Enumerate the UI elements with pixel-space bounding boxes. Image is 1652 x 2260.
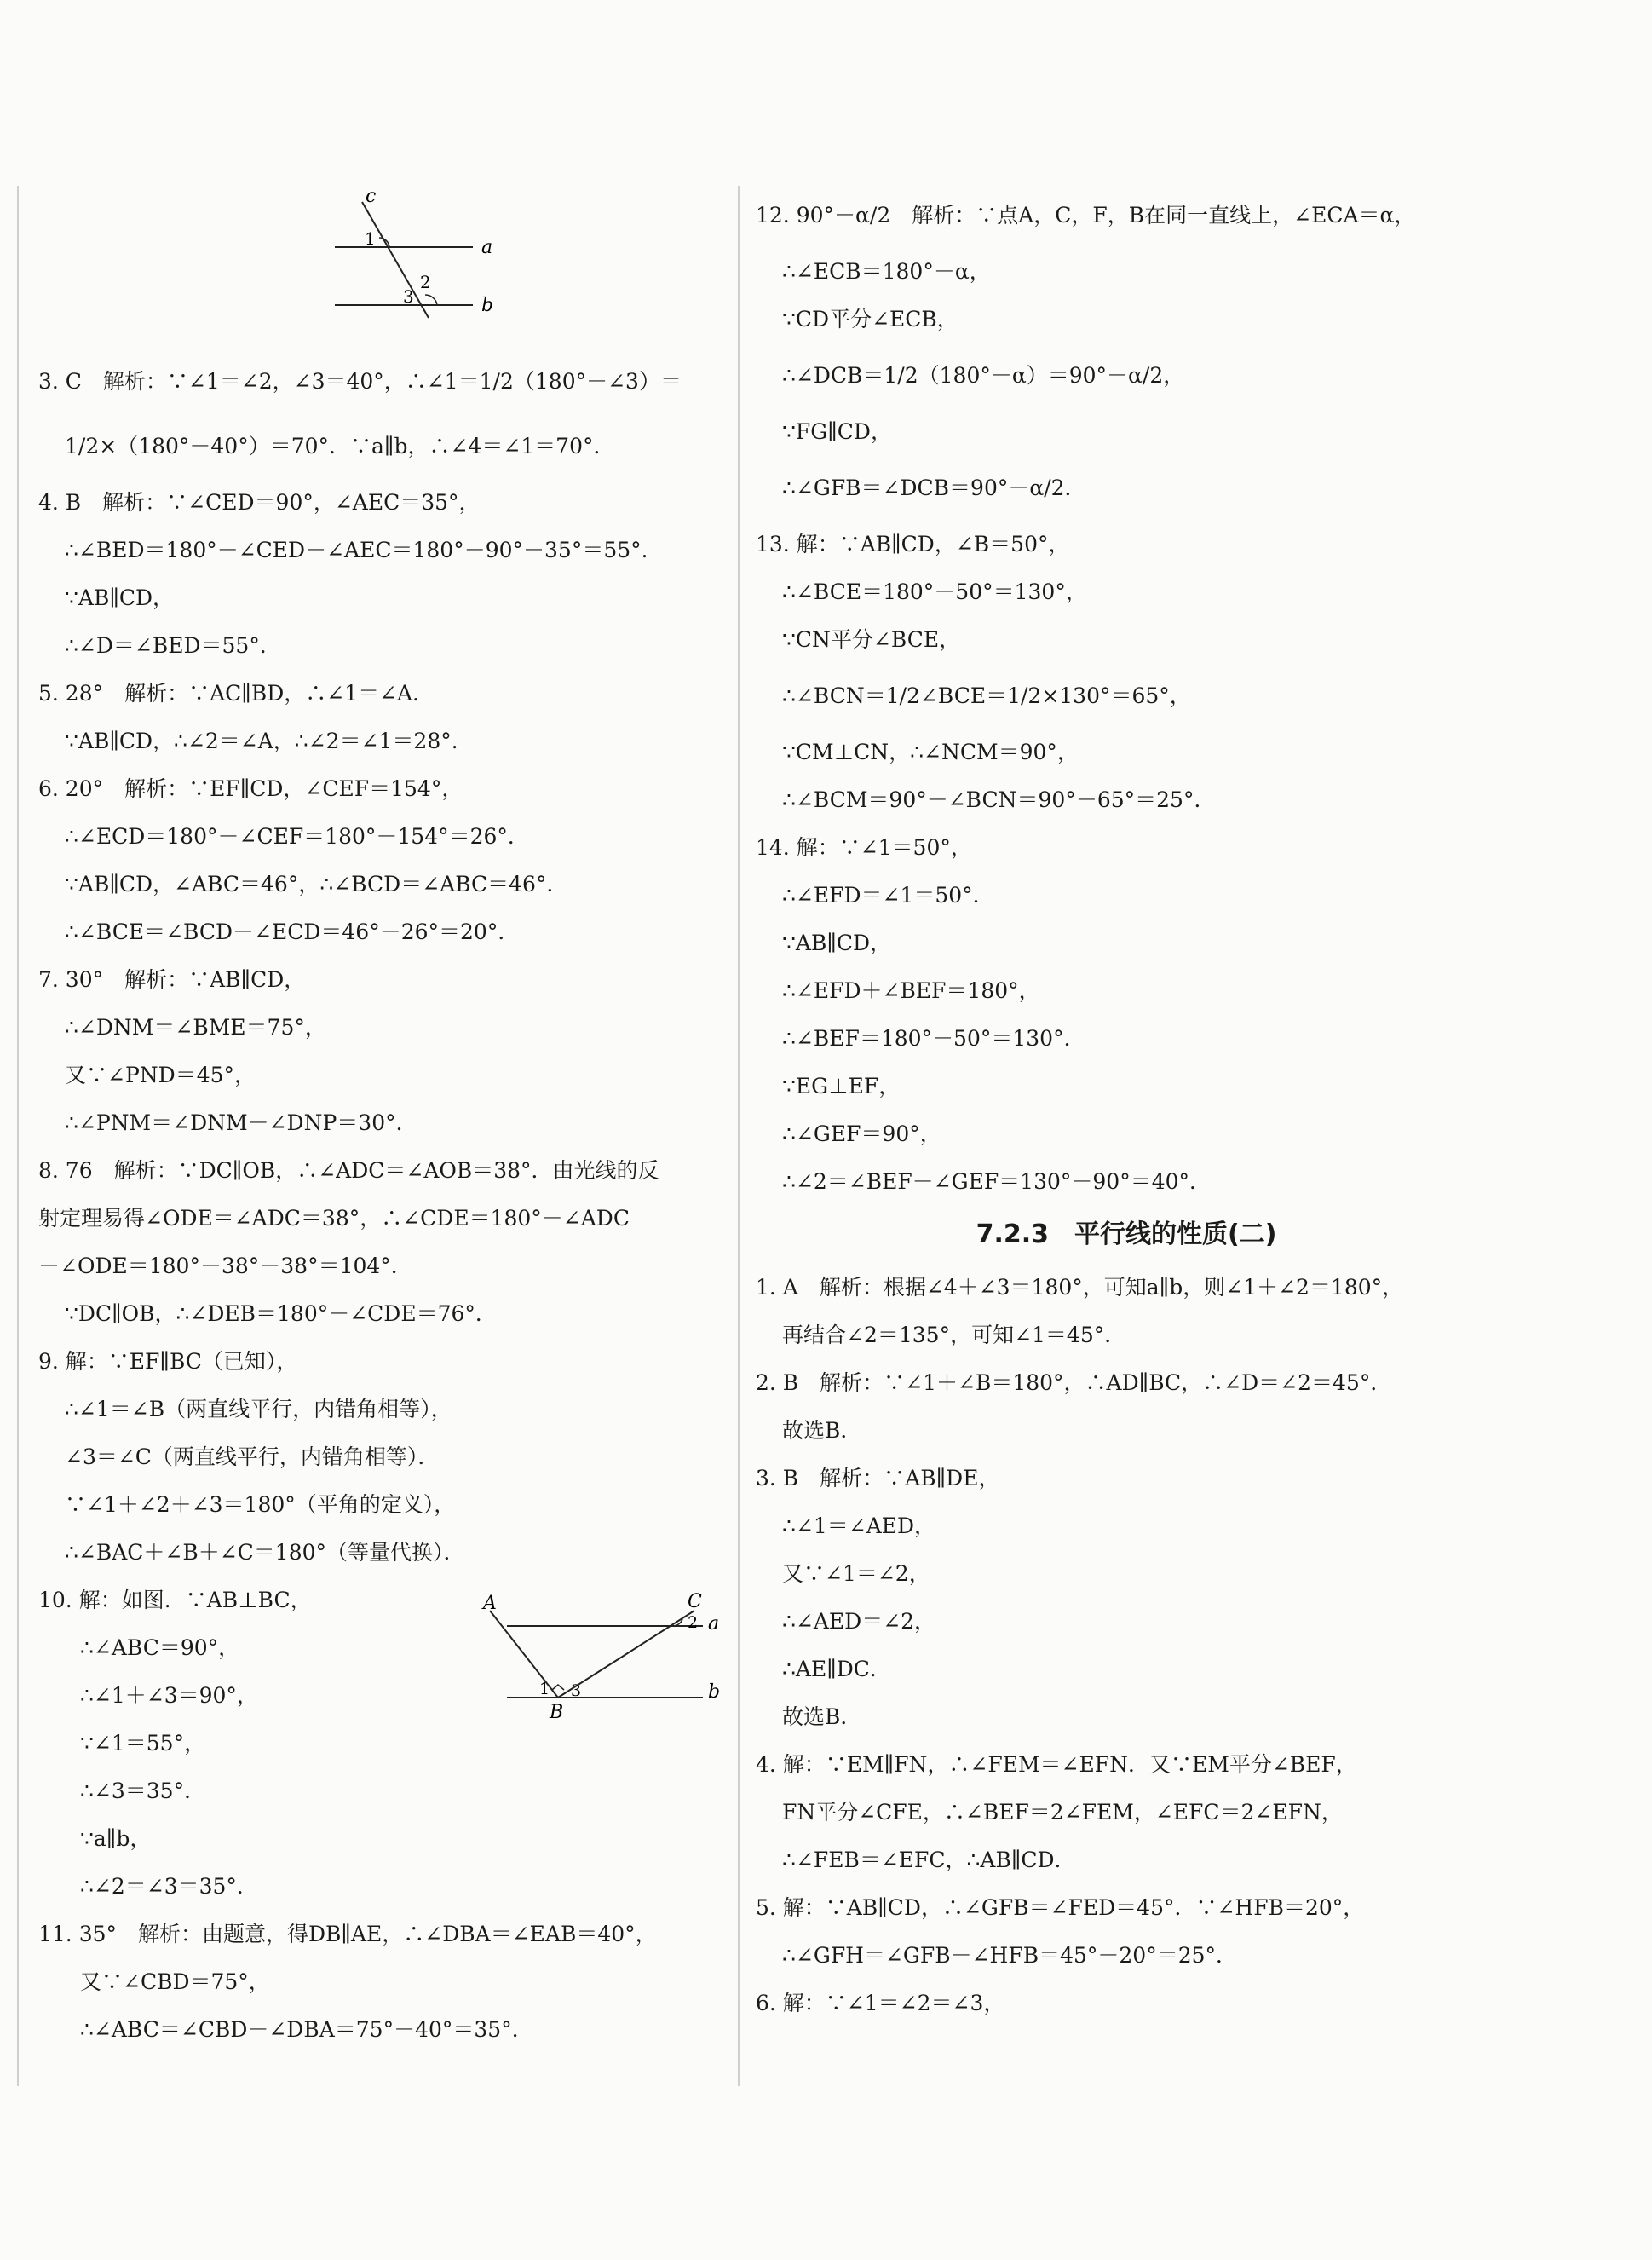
figure-label-B: B [550, 1702, 564, 1721]
answer-line: 故选B． [782, 1418, 862, 1443]
right-column [756, 183, 1463, 2027]
answer-line: ∴∠DCB＝1/2（180°－α）＝90°－α/2， [782, 363, 1185, 388]
answer-line: 13. 解：∵AB∥CD，∠B＝50°， [756, 532, 1070, 556]
figure-label-2b: 2 [688, 1613, 699, 1632]
right-angle-parallel-figure [464, 1585, 728, 1721]
answer-line: ∴∠GFH＝∠GFB－∠HFB＝45°－20°＝25°． [782, 1943, 1238, 1968]
answer-line: 3. C 解析：∵∠1＝∠2，∠3＝40°，∴∠1＝1/2（180°－∠3）＝ [38, 369, 682, 394]
figure-label-3: 3 [403, 286, 414, 307]
answer-line: ∵a∥b， [80, 1826, 152, 1851]
column-rule-left [17, 186, 19, 2086]
answer-line: 又∵∠1＝∠2， [782, 1561, 930, 1586]
answer-line: ∴∠BAC＋∠B＋∠C＝180°（等量代换）． [65, 1540, 465, 1565]
left-column [38, 183, 728, 2054]
answer-line: 3. B 解析：∵AB∥DE， [756, 1466, 1000, 1490]
answer-line: 6. 解：∵∠1＝∠2＝∠3， [756, 1991, 1005, 2015]
answer-line: 射定理易得∠ODE＝∠ADC＝38°，∴∠CDE＝180°－∠ADC [38, 1206, 630, 1231]
answer-line: FN平分∠CFE，∴∠BEF＝2∠FEM，∠EFC＝2∠EFN， [782, 1800, 1343, 1825]
answer-line: ∴∠3＝35°． [80, 1779, 206, 1803]
answer-line: ∠3＝∠C（两直线平行，内错角相等）． [65, 1444, 440, 1469]
answer-line: 6. 20° 解析：∵EF∥CD，∠CEF＝154°， [38, 776, 463, 801]
answer-line: ∴∠BCE＝∠BCD－∠ECD＝46°－26°＝20°． [65, 920, 520, 944]
figure-label-A: A [483, 1593, 497, 1614]
answer-line: ∵EG⊥EF， [782, 1074, 901, 1098]
answer-line: ∵DC∥OB，∴∠DEB＝180°－∠CDE＝76°． [65, 1301, 497, 1326]
answer-line: ∴∠BCE＝180°－50°＝130°， [782, 579, 1087, 604]
answer-line: ∴∠1＝∠AED， [782, 1513, 936, 1538]
answer-line: ∴∠2＝∠3＝35°． [80, 1874, 258, 1899]
answer-line: ∴∠DNM＝∠BME＝75°， [65, 1015, 326, 1040]
answer-line: 4. B 解析：∵∠CED＝90°，∠AEC＝35°， [38, 490, 481, 515]
answer-line: ∴∠ABC＝∠CBD－∠DBA＝75°－40°＝35°． [80, 2017, 533, 2042]
answer-line: 7. 30° 解析：∵AB∥CD， [38, 967, 306, 992]
figure-label-b: b [481, 295, 494, 316]
answer-line: ∴∠BED＝180°－∠CED－∠AEC＝180°－90°－35°＝55°． [65, 538, 663, 562]
answer-line: ∵AB∥CD，∴∠2＝∠A，∴∠2＝∠1＝28°． [65, 729, 473, 753]
figure-label-b-line: b [708, 1681, 721, 1703]
figure-label-1b: 1 [539, 1680, 550, 1698]
answer-line: 12. 90°－α/2 解析：∵点A，C，F，B在同一直线上，∠ECA＝α， [756, 203, 1416, 228]
answer-line: ∴∠ECB＝180°－α， [782, 259, 991, 284]
answer-line: ∴∠1＝∠B（两直线平行，内错角相等）， [65, 1397, 452, 1421]
figure-label-a: a [481, 237, 493, 258]
answer-line: 1. A 解析：根据∠4＋∠3＝180°，可知a∥b，则∠1＋∠2＝180°， [756, 1275, 1404, 1300]
answer-line: ∴∠BEF＝180°－50°＝130°． [782, 1026, 1085, 1051]
answer-line: 11. 35° 解析：由题意，得DB∥AE，∴∠DBA＝∠EAB＝40°， [38, 1922, 657, 1946]
answer-line: ∵AB∥CD， [65, 585, 175, 610]
answer-line: ∵CN平分∠BCE， [782, 627, 961, 652]
answer-line: －∠ODE＝180°－38°－38°＝104°． [38, 1254, 412, 1278]
answer-line: ∴∠FEB＝∠EFC，∴AB∥CD． [782, 1848, 1076, 1872]
parallel-lines-figure-c [294, 183, 515, 320]
answer-line: ∵CD平分∠ECB， [782, 307, 958, 332]
answer-line: ∴∠ABC＝90°， [80, 1635, 240, 1660]
answer-line: ∴∠EFD＋∠BEF＝180°， [782, 978, 1040, 1003]
figure-label-c: c [366, 186, 377, 207]
answer-line: ∴∠GFB＝∠DCB＝90°－α/2． [782, 476, 1086, 500]
answer-line: 14. 解：∵∠1＝50°， [756, 835, 972, 860]
answer-line: ∴∠BCN＝1/2∠BCE＝1/2×130°＝65°， [782, 683, 1191, 708]
answer-line: 1/2×（180°－40°）＝70°．∵a∥b，∴∠4＝∠1＝70°． [65, 434, 615, 458]
answer-line: 5. 解：∵AB∥CD，∴∠GFB＝∠FED＝45°．∵∠HFB＝20°， [756, 1895, 1365, 1920]
answer-line: 5. 28° 解析：∵AC∥BD，∴∠1＝∠A． [38, 681, 435, 706]
answer-line: ∴∠EFD＝∠1＝50°． [782, 883, 994, 908]
answer-line: ∴∠1＋∠3＝90°， [80, 1683, 258, 1708]
figure-label-C: C [688, 1591, 702, 1612]
section-heading: 7.2.3 平行线的性质(二) [976, 1219, 1277, 1249]
answer-line: ∴AE∥DC． [782, 1657, 891, 1681]
figure-label-a-line: a [708, 1613, 720, 1634]
answer-line: 再结合∠2＝135°，可知∠1＝45°． [782, 1323, 1126, 1347]
answer-line: ∵∠1＝55°， [80, 1731, 206, 1756]
answer-line: 2. B 解析：∵∠1＋∠B＝180°，∴AD∥BC，∴∠D＝∠2＝45°． [756, 1370, 1392, 1395]
answer-line: ∴∠2＝∠BEF－∠GEF＝130°－90°＝40°． [782, 1169, 1212, 1194]
answer-line: ∵AB∥CD， [782, 931, 892, 955]
answer-line: ∴∠BCM＝90°－∠BCN＝90°－65°＝25°． [782, 787, 1216, 812]
answer-line: ∵AB∥CD，∠ABC＝46°，∴∠BCD＝∠ABC＝46°． [65, 872, 568, 897]
figure-label-1: 1 [365, 228, 376, 249]
answer-line: 又∵∠CBD＝75°， [80, 1969, 270, 1994]
answer-line: 9. 解：∵EF∥BC（已知）， [38, 1349, 298, 1374]
answer-line: ∴∠D＝∠BED＝55°． [65, 633, 281, 658]
answer-line: ∴∠PNM＝∠DNM－∠DNP＝30°． [65, 1110, 417, 1135]
answer-line: 10. 解：如图．∵AB⊥BC， [38, 1588, 312, 1612]
answer-line: ∴∠ECD＝180°－∠CEF＝180°－154°＝26°． [65, 824, 529, 849]
answer-line: ∵FG∥CD， [782, 419, 892, 444]
figure-label-3b: 3 [571, 1681, 582, 1700]
answer-line: ∵CM⊥CN，∴∠NCM＝90°， [782, 740, 1079, 764]
figure-label-2: 2 [420, 272, 431, 292]
answer-line: ∴∠GEF＝90°， [782, 1121, 941, 1146]
answer-line: ∵∠1＋∠2＋∠3＝180°（平角的定义）， [65, 1492, 456, 1517]
column-rule-middle [738, 186, 740, 2086]
answer-line: ∴∠AED＝∠2， [782, 1609, 936, 1634]
answer-line: 故选B． [782, 1704, 862, 1729]
answer-line: 又∵∠PND＝45°， [65, 1063, 256, 1087]
answer-line: 4. 解：∵EM∥FN，∴∠FEM＝∠EFN．又∵EM平分∠BEF， [756, 1752, 1357, 1777]
answer-line: 8. 76 解析：∵DC∥OB，∴∠ADC＝∠AOB＝38°．由光线的反 [38, 1158, 659, 1183]
